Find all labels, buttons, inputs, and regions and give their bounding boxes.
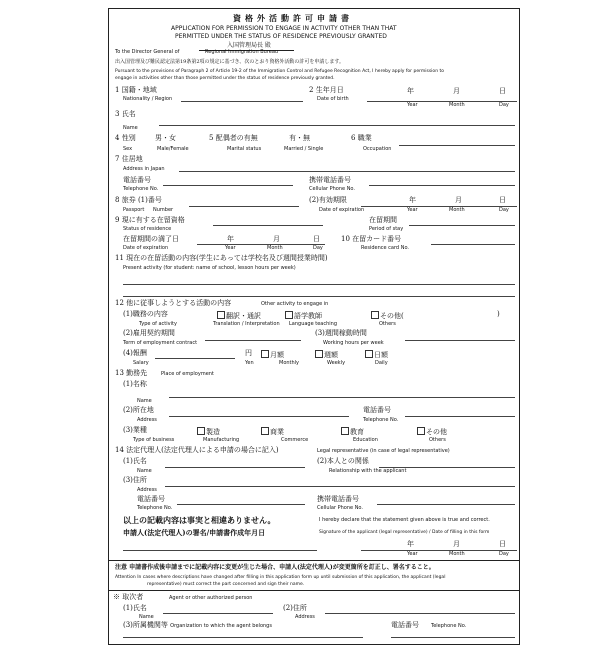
addressee-jp: 入国管理局長 殿 [227, 42, 271, 49]
agent-organization-label-en: Organization to which the agent belongs [170, 623, 272, 629]
field-9-number: 9 [115, 216, 120, 224]
address-label: 住居地 [121, 155, 143, 163]
passport-label: 旅券 [121, 196, 136, 204]
monthly-option: 月額 [270, 351, 284, 359]
sign-month-en: Month [449, 551, 465, 557]
cellphone-label: 携帯電話番号 [309, 176, 351, 184]
translation-option: 翻訳・通訳 [226, 312, 261, 320]
occupation-label: 職業 [357, 134, 372, 142]
signature-label-jp: 申請人(法定代理人)の署名/申請書作成年月日 [123, 528, 266, 537]
nationality-label: 国籍・地域 [121, 86, 157, 94]
employer-address-label: (2)所在地 [123, 406, 154, 414]
translation-checkbox[interactable] [217, 311, 225, 319]
legal-rep-name-label: (1)氏名 [123, 457, 147, 465]
field-12-number: 12 [115, 299, 124, 307]
field-1-number: 1 [115, 86, 120, 94]
agent-address-label-en: Address [295, 614, 315, 620]
language-teaching-option: 語学教師 [294, 312, 322, 320]
working-hours-label: (3)週間稼動時間 [315, 329, 367, 337]
form-title-jp: 資格外活動許可申請書 [233, 13, 353, 23]
legal-rep-name-label-en: Name [137, 468, 152, 474]
manufacturing-option-en: Manufacturing [203, 437, 240, 443]
present-activity-label-en: Present activity (for student: name of school, lesson hours per week) [123, 265, 296, 271]
employer-label: 勤務先 [126, 369, 148, 377]
marital-options: 有・無 [289, 134, 310, 142]
activity-type-label-en: Type of activity [139, 321, 177, 327]
legal-rep-label-en: Legal representative (in case of legal representative) [317, 448, 450, 454]
passport-expiry-label-en: Date of expiration [319, 207, 365, 213]
birth-year-jp: 年 [407, 87, 414, 95]
passport-exp-year: 年 [409, 196, 416, 204]
signature-label-en: Signature of the applicant (legal representative) / Date of filling in this form [319, 530, 490, 535]
passport-label-en: Passport [123, 207, 145, 213]
status-label-en: Status of residence [123, 226, 172, 232]
agent-phone-label: 電話番号 [391, 621, 419, 629]
expiry-day-en: Day [313, 245, 323, 251]
agent-organization-label: (3)所属機関等 [123, 621, 168, 629]
addressee-en: To the Director General of [115, 49, 180, 55]
sign-year-en: Year [407, 551, 418, 557]
birthdate-label: 生年月日 [315, 86, 344, 94]
birth-year-en: Year [407, 102, 418, 108]
field-7-number: 7 [115, 155, 120, 163]
telephone-label-en: Telephone No. [123, 186, 159, 192]
field-3-number: 3 [115, 110, 120, 118]
expiry-year: 年 [227, 235, 234, 243]
daily-option: 日額 [374, 351, 388, 359]
employment-term-label: (2)雇用契約期間 [123, 329, 175, 337]
sign-day-jp: 日 [499, 540, 506, 548]
declaration-en: I hereby declare that the statement given above is true and correct. [319, 517, 490, 523]
commerce-option: 商業 [270, 428, 284, 436]
sex-label: 性別 [121, 134, 136, 142]
nationality-label-en: Nationality / Region [123, 96, 173, 102]
other-activity-option: その他( [380, 312, 404, 320]
legal-rep-relationship-label-en: Relationship with the applicant [329, 468, 407, 474]
field-10-number: 10 [341, 235, 350, 243]
field-2-number: 2 [309, 86, 314, 94]
field-4-number: 4 [115, 134, 120, 142]
yen-label: 円 [245, 349, 252, 357]
passport-number-label: (1)番号 [137, 196, 162, 204]
expiry-label-en: Date of expiration [123, 245, 169, 251]
legal-rep-address-label-en: Address [137, 487, 157, 493]
employer-phone-label-en: Telephone No. [363, 417, 399, 423]
education-option-en: Education [353, 437, 378, 443]
marital-label-en: Marital status [227, 146, 262, 152]
intro-jp: 出入国管理及び難民認定法第19条第2項の規定に基づき、次のとおり資格外活動の許可を申請します。 [115, 59, 344, 65]
language-teaching-option-en: Language teaching [289, 321, 338, 327]
agent-name-label: (1)氏名 [123, 604, 147, 612]
sex-options-en: Male/Female [157, 146, 189, 152]
agent-label-en: Agent or other authorized person [169, 595, 253, 601]
field-11-number: 11 [115, 254, 124, 262]
field-5-number: 5 [209, 134, 214, 142]
education-checkbox[interactable] [341, 427, 349, 435]
expiry-year-en: Year [225, 245, 236, 251]
expiry-month-en: Month [267, 245, 283, 251]
birth-day-jp: 日 [499, 87, 506, 95]
legal-rep-cellphone-label-en: Cellular Phone No. [317, 505, 363, 511]
legal-rep-cellphone-label: 携帯電話番号 [317, 495, 359, 503]
weekly-option-en: Weekly [327, 360, 346, 366]
agent-phone-label-en: Telephone No. [431, 623, 467, 629]
agent-label-jp: ※ 取次者 [113, 593, 144, 601]
sign-day-en: Day [499, 551, 509, 557]
present-activity-label: 現在の在留活動の内容(学生にあっては学校名及び週間授業時間) [126, 254, 328, 262]
expiry-label: 在留期間の満了日 [123, 235, 179, 243]
other-activity-option-en: Others [379, 321, 396, 327]
passport-expiry-label: (2)有効期限 [309, 196, 347, 204]
period-label-en: Period of stay [369, 226, 404, 232]
occupation-label-en: Occupation [363, 146, 392, 152]
translation-option-en: Translation / Interpretation [213, 321, 280, 327]
passport-exp-year-en: Year [407, 207, 418, 213]
passport-exp-month-en: Month [449, 207, 465, 213]
yen-label-en: Yen [245, 360, 254, 366]
commerce-checkbox[interactable] [261, 427, 269, 435]
sign-month-jp: 月 [453, 540, 460, 548]
attention-jp: 注意 申請書作成後申請までに記載内容に変更が生じた場合、申請人(法定代理人)が変更箇所を訂正し、署名すること。 [115, 564, 435, 571]
other-activity-checkbox[interactable] [371, 311, 379, 319]
field-14-number: 14 [115, 446, 124, 454]
manufacturing-option: 製造 [206, 428, 220, 436]
addressee-bureau: Regional Immigration Bureau [205, 49, 279, 55]
birthdate-label-en: Date of birth [317, 96, 349, 102]
employer-phone-label: 電話番号 [363, 406, 391, 414]
monthly-checkbox[interactable] [261, 350, 269, 358]
employer-name-label-en: Name [137, 398, 152, 404]
residence-card-label: 在留カード番号 [352, 235, 402, 243]
business-type-label-en: Type of business [133, 437, 175, 443]
expiry-day: 日 [313, 235, 320, 243]
intro-en-line1: Pursuant to the provisions of Paragraph 2 of Article 19-2 of the Immigration Control and Refugee Recognition Act, I hereby apply for permission to [115, 69, 444, 74]
salary-label-en: Salary [133, 360, 149, 366]
sex-label-en: Sex [123, 146, 133, 152]
business-other-option-en: Others [429, 437, 446, 443]
marital-label: 配偶者の有無 [215, 134, 258, 142]
language-teaching-checkbox[interactable] [285, 311, 293, 319]
sign-year-jp: 年 [407, 540, 414, 548]
legal-rep-relationship-label: (2)本人との関係 [317, 457, 369, 465]
form-title-en-line2: PERMITTED UNDER THE STATUS OF RESIDENCE PREVIOUSLY GRANTED [175, 33, 387, 40]
period-label: 在留期間 [369, 216, 397, 224]
legal-rep-label: 法定代理人(法定代理人による申請の場合に記入) [126, 446, 279, 454]
working-hours-label-en: Working hours per week [323, 340, 384, 346]
manufacturing-checkbox[interactable] [197, 427, 205, 435]
commerce-option-en: Commerce [281, 437, 309, 443]
passport-exp-day: 日 [499, 196, 506, 204]
status-label: 現に有する在留資格 [121, 216, 185, 224]
application-form [108, 8, 520, 645]
legal-rep-address-label: (3)住所 [123, 476, 147, 484]
legal-rep-phone-label: 電話番号 [137, 495, 165, 503]
telephone-label: 電話番号 [123, 176, 151, 184]
passport-number-label-en: Number [153, 207, 174, 213]
education-option: 教育 [350, 428, 364, 436]
employer-label-en: Place of employment [161, 371, 214, 377]
sex-options: 男・女 [155, 134, 176, 142]
other-activity-label-en: Other activity to engage in [261, 301, 329, 307]
activity-type-label: (1)職務の内容 [123, 310, 168, 318]
expiry-month: 月 [273, 235, 280, 243]
field-8-number: 8 [115, 196, 120, 204]
daily-checkbox[interactable] [365, 350, 373, 358]
daily-option-en: Daily [375, 360, 388, 366]
agent-address-label: (2)住所 [283, 604, 307, 612]
residence-card-label-en: Residence card No. [361, 245, 409, 251]
birth-month-jp: 月 [453, 87, 460, 95]
monthly-option-en: Monthly [279, 360, 300, 366]
birth-month-en: Month [449, 102, 465, 108]
name-label: 氏名 [121, 110, 136, 118]
name-label-en: Name [123, 125, 138, 131]
passport-exp-month: 月 [455, 196, 462, 204]
other-activity-label: 他に従事しようとする活動の内容 [126, 299, 232, 307]
attention-en-line2: representative) must correct the part concerned and sign their name. [147, 582, 305, 587]
declaration-jp: 以上の記載内容は事実と相違ありません。 [123, 515, 276, 525]
weekly-checkbox[interactable] [315, 350, 323, 358]
address-label-en: Address in Japan [123, 166, 165, 172]
birth-day-en: Day [499, 102, 509, 108]
attention-en-line1: Attention In cases where descriptions have changed after filling in this application form up until submission of this application, the applicant (legal [115, 575, 446, 580]
agent-name-label-en: Name [139, 614, 154, 620]
passport-exp-day-en: Day [499, 207, 509, 213]
business-other-option: その他 [426, 428, 447, 436]
employer-name-label: (1)名称 [123, 380, 147, 388]
legal-rep-phone-label-en: Telephone No. [137, 505, 173, 511]
business-type-label: (3)業種 [123, 426, 147, 434]
field-13-number: 13 [115, 369, 124, 377]
employer-address-label-en: Address [137, 417, 157, 423]
employment-term-label-en: Term of employment contract [123, 340, 198, 346]
other-activity-close: ) [497, 310, 500, 318]
marital-options-en: Married / Single [284, 146, 324, 152]
cellphone-label-en: Cellular Phone No. [309, 186, 355, 192]
business-other-checkbox[interactable] [417, 427, 425, 435]
field-6-number: 6 [351, 134, 356, 142]
salary-label: (4)報酬 [123, 349, 147, 357]
form-title-en-line1: APPLICATION FOR PERMISSION TO ENGAGE IN ACTIVITY OTHER THAN THAT [171, 25, 397, 32]
weekly-option: 週額 [324, 351, 338, 359]
intro-en-line2: engage in activities other than those permitted under the status of residence previously granted. [115, 76, 335, 81]
